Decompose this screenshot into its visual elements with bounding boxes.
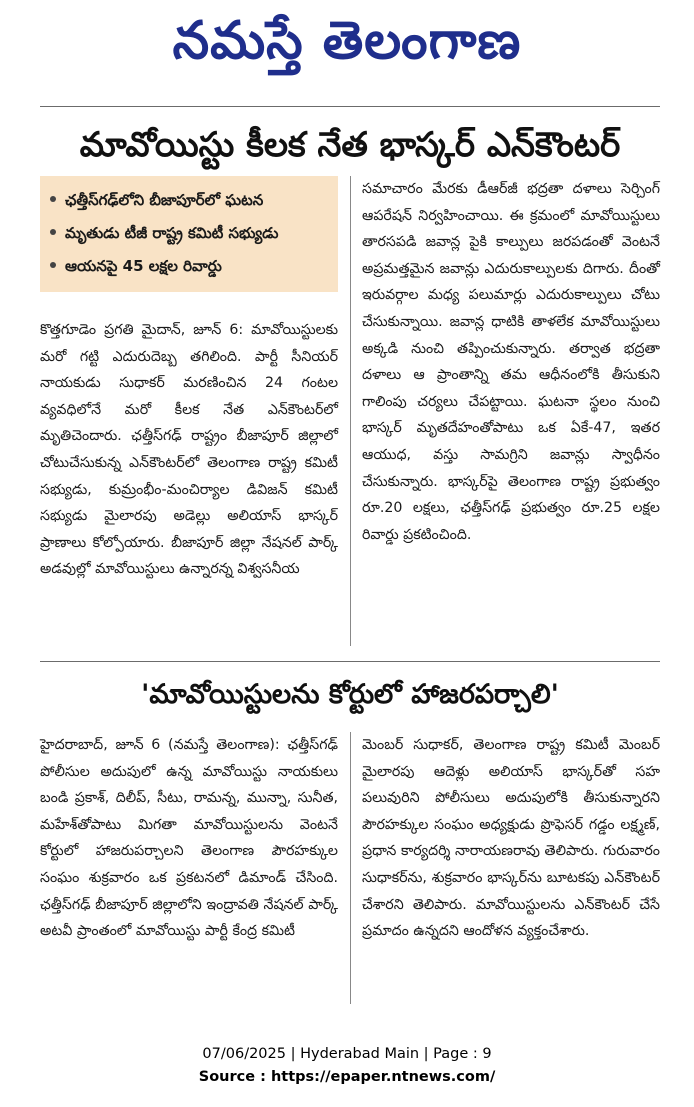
highlight-text: మృతుడు టీజీ రాష్ట్ర కమిటీ సభ్యుడు — [65, 224, 279, 242]
highlights-box — [40, 176, 338, 292]
article-divider — [40, 661, 660, 662]
highlight-item — [48, 250, 330, 283]
bullet-icon — [50, 262, 56, 268]
column-divider — [350, 732, 351, 1004]
article-paragraph: హైదరాబాద్, జూన్ 6 (నమస్తే తెలంగాణ): ఛత్తీస్‌గఢ్ పోలీసుల అదుపులో ఉన్న మావోయిస్టు నాయకులు బండి ప్రకాశ్, దిలీప్, సీటు, రామన్న, మున్నా, సునీత, మహేశ్‌తోపాటు మిగతా మావోయిస్టులను వెంటనే కోర్టులో హాజరుపర్చాలని తెలంగాణ పౌరహక్కుల సంఘం శుక్రవారం ఒక ప్రకటనలో డిమాండ్ చేసింది. ఛత్తీస్‌గఢ్ బీజాపూర్ జిల్లాలోని ఇంద్రావతి నేషనల్ పార్క్ అటవీ ప్రాంతంలో మావోయిస్టు పార్టీ కేంద్ర కమిటీ — [40, 737, 338, 940]
highlight-text: ఛత్తీస్‌గఢ్‌లోని బీజాపూర్‌లో ఘటన — [65, 191, 264, 209]
bullet-icon — [50, 229, 56, 235]
article-paragraph: సమాచారం మేరకు డీఆర్‌జీ భద్రతా దళాలు సెర్చింగ్ ఆపరేషన్ నిర్వహించాయి. ఈ క్రమంలో మావోయిస్టులు తారసపడి జవాన్ల పైకి కాల్పులు జరపడంతో వెంటనే అప్రమత్తమైన జవాన్లు ఎదురుకాల్పులకు దిగారు. దీంతో ఇరువర్గాల మధ్య పలుమార్లు ఎదురుకాల్పులు చోటు చేసుకున్నాయి. జవాన్ల ధాటికి తాళలేక మావోయిస్టులు అక్కడి నుంచి తప్పించుకున్నారు. తర్వాత భద్రతా దళాలు ఆ ప్రాంతాన్ని తమ ఆధీనంలోకి తీసుకుని గాలింపు చర్యలు చేపట్టాయి. ఘటనా స్థలం నుంచి భాస్కర్ మృతదేహంతోపాటు ఒక ఏకే-47, ఇతర ఆయుధ, వస్తు సామగ్రిని జవాన్లు స్వాధీనం చేసుకున్నారు. భాస్కర్‌పై తెలంగాణ రాష్ట్ర ప్రభుత్వం రూ.20 లక్షలు, ఛత్తీస్‌గఢ్ ప్రభుత్వం రూ.25 లక్షల రివార్డు ప్రకటించింది. — [362, 181, 660, 543]
highlight-item — [48, 217, 330, 250]
article2-body-left — [40, 732, 338, 945]
bullet-icon — [50, 196, 56, 202]
column-divider — [350, 176, 351, 646]
footer-edition-info: 07/06/2025 | Hyderabad Main | Page : 9 — [202, 1046, 492, 1062]
article-headline: మావోయిస్టు కీలక నేత భాస్కర్ ఎన్‌కౌంటర్ — [79, 125, 621, 165]
masthead-title: నమస్తే తెలంగాణ — [172, 10, 522, 71]
highlight-item — [48, 184, 330, 217]
article-headline-2: 'మావోయిస్టులను కోర్టులో హాజరపర్చాలి' — [141, 679, 559, 710]
masthead-divider — [40, 106, 660, 107]
article-body-left — [40, 317, 338, 583]
article2-body-right — [362, 732, 660, 945]
article-paragraph: మెంబర్ సుధాకర్, తెలంగాణ రాష్ట్ర కమిటీ మెంబర్ మైలారపు ఆదెళ్లు అలియాస్ భాస్కర్‌తో సహ పలువురిని పోలీసులు అదుపులోకి తీసుకున్నారని పౌరహక్కుల సంఘం అధ్యక్షుడు ప్రొఫెసర్ గడ్డం లక్ష్మణ్, ప్రధాన కార్యదర్శి నారాయణరావు తెలిపారు. గురువారం సుధాకర్‌ను, శుక్రవారం భాస్కర్‌ను బూటకపు ఎన్‌కౌంటర్ చేశారని తెలిపారు. మావోయిస్టులను ఎన్‌కౌంటర్ చేసే ప్రమాదం ఉన్నదని ఆందోళన వ్యక్తంచేశారు. — [362, 737, 660, 940]
footer-source-link[interactable]: Source : https://epaper.ntnews.com/ — [198, 1069, 496, 1085]
highlight-text: ఆయనపై 45 లక్షల రివార్డు — [65, 257, 222, 275]
article-paragraph: కొత్తగూడెం ప్రగతి మైదాన్, జూన్ 6: మావోయిస్టులకు మరో గట్టి ఎదురుదెబ్బ తగిలింది. పార్టీ సీనియర్ నాయకుడు సుధాకర్ మరణించిన 24 గంటల వ్యవధిలోనే మరో కీలక నేత ఎన్‌కౌంటర్‌లో మృతిచెందారు. ఛత్తీస్‌గఢ్ రాష్ట్రం బీజాపూర్ జిల్లాలో చోటుచేసుకున్న ఎన్‌కౌంటర్‌లో తెలంగాణ రాష్ట్ర కమిటీ సభ్యుడు, కుమ్రంభీం-మంచిర్యాల డివిజన్ కమిటీ సభ్యుడు మైలారపు అడెల్లు అలియాస్ భాస్కర్ ప్రాణాలు కోల్పోయారు. బీజాపూర్ జిల్లా నేషనల్ పార్క్ అడవుల్లో మావోయిస్టులు ఉన్నారన్న విశ్వసనీయ — [40, 322, 338, 578]
article-body-right — [362, 176, 660, 548]
